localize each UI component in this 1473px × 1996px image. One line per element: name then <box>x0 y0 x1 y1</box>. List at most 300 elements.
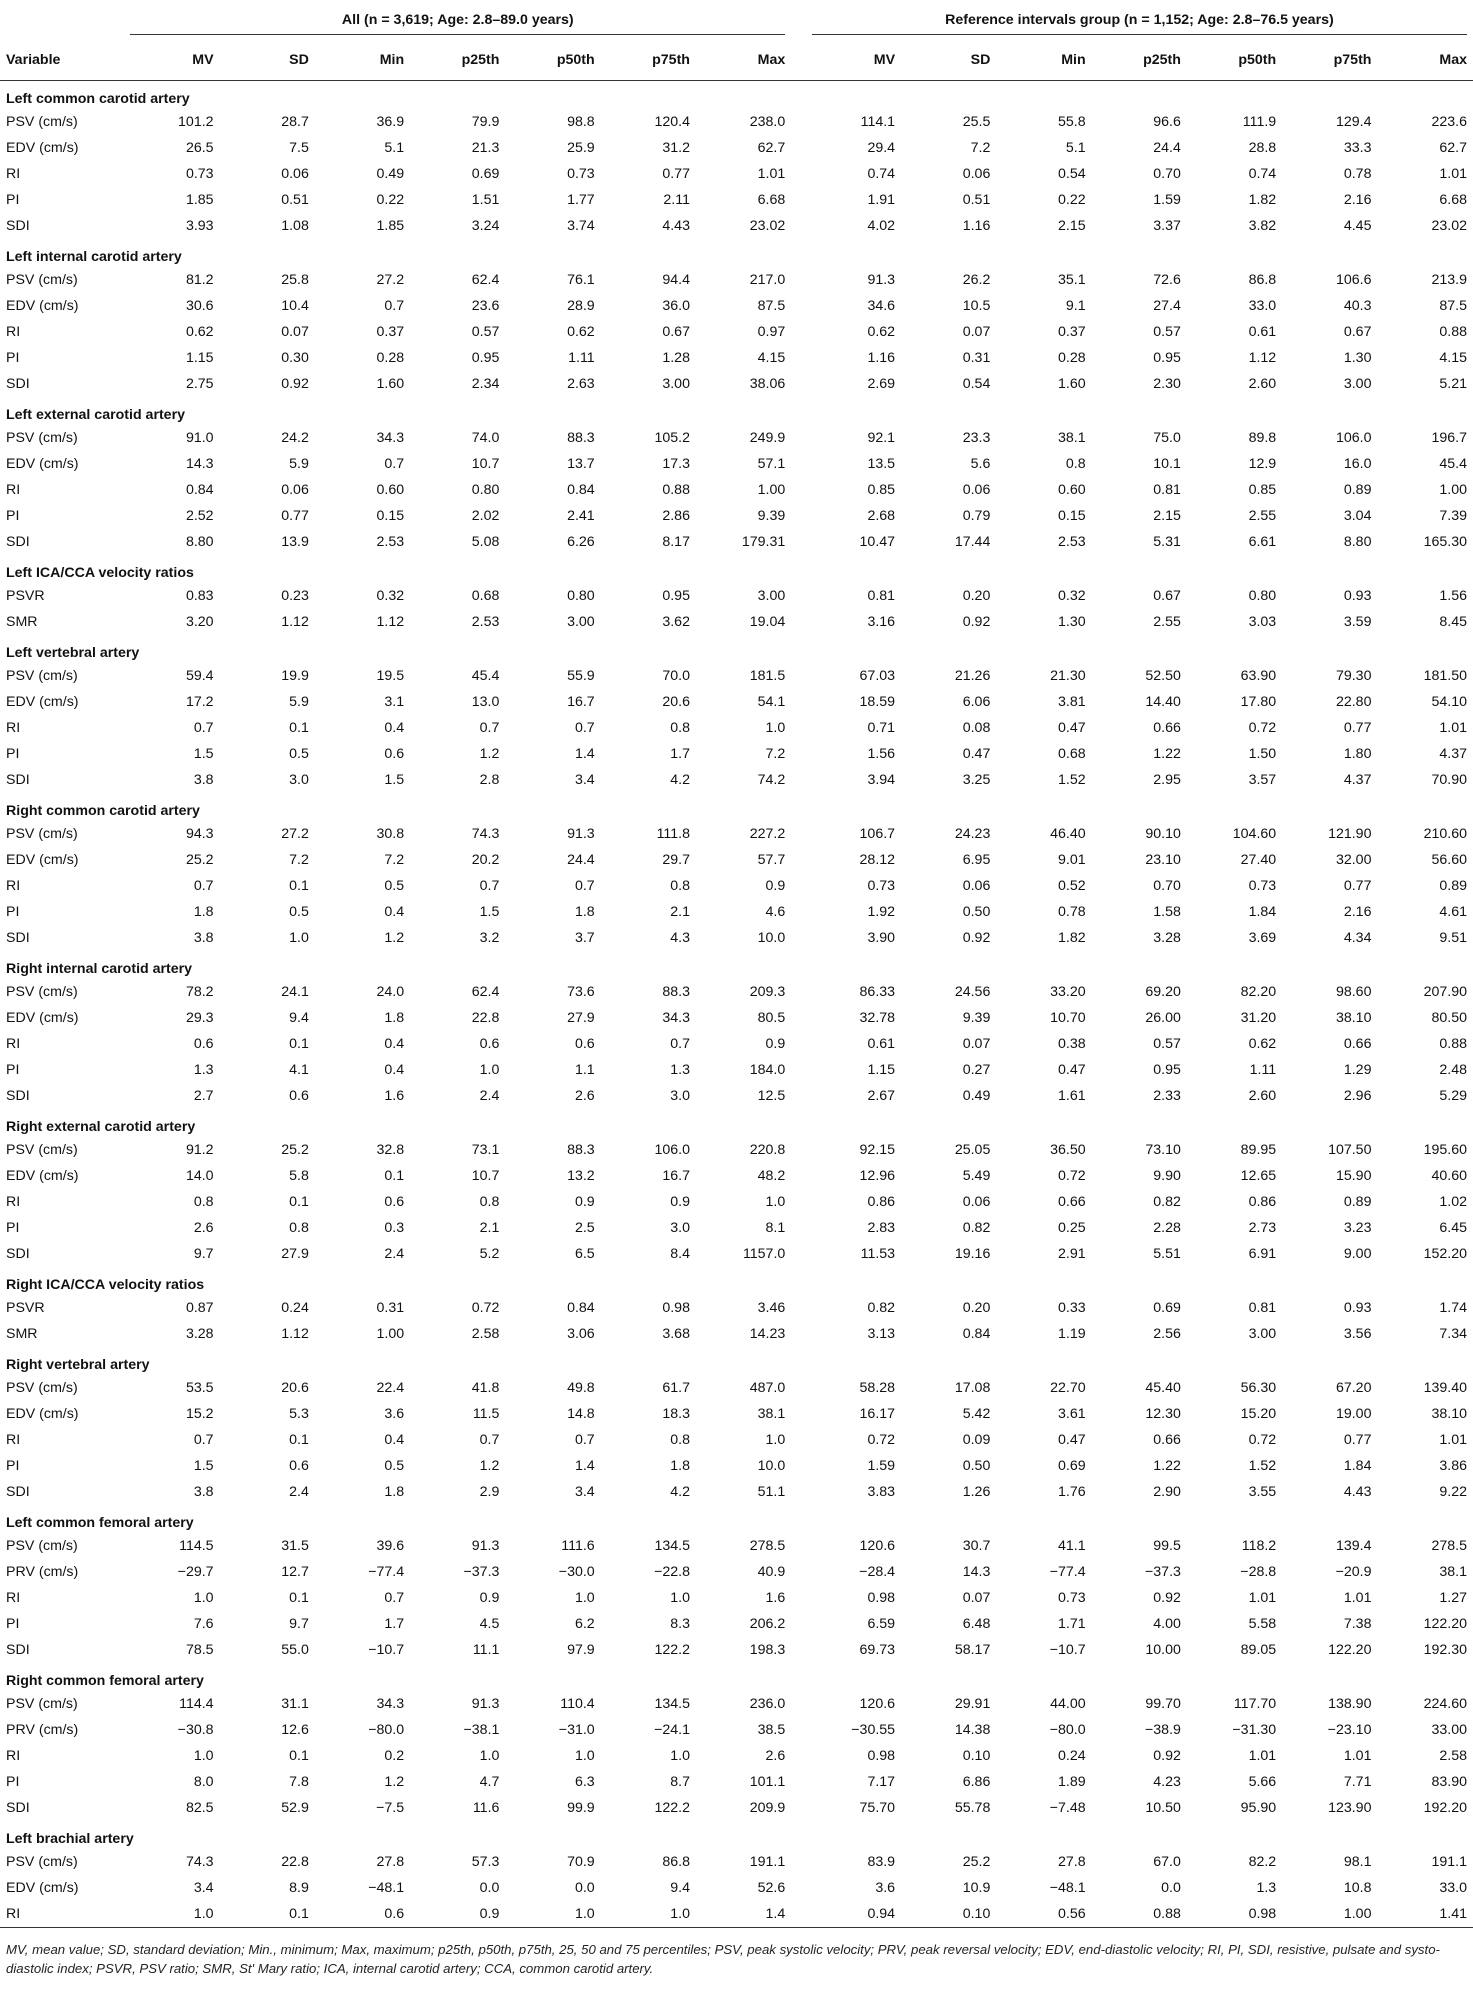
cell-all: 3.00 <box>757 588 786 604</box>
row-label: EDV (cm/s) <box>6 456 79 472</box>
cell-all: 0.0 <box>479 1880 500 1896</box>
cell-reference: 52.50 <box>1145 668 1181 684</box>
cell-reference: 3.81 <box>1058 694 1086 710</box>
cell-reference: 1.60 <box>1058 376 1086 392</box>
cell-reference: 120.6 <box>859 1538 896 1554</box>
cell-reference: 79.30 <box>1335 668 1372 684</box>
cell-reference: 1.22 <box>1153 746 1181 762</box>
cell-reference: 10.50 <box>1145 1800 1181 1816</box>
cell-reference: 0.72 <box>1058 1168 1086 1184</box>
cell-reference: 10.47 <box>859 534 896 550</box>
cell-reference: 26.00 <box>1145 1010 1181 1026</box>
cell-reference: 10.1 <box>1153 456 1181 472</box>
cell-reference: 1.3 <box>1256 1880 1277 1896</box>
row-label: PI <box>6 1616 20 1632</box>
cell-reference: 72.6 <box>1153 272 1181 288</box>
cell-all: 106.0 <box>654 1142 690 1158</box>
cell-reference: 38.1 <box>1439 1564 1467 1580</box>
column-header-all-mv: MV <box>124 40 219 81</box>
cell-all: 24.0 <box>376 984 405 1000</box>
cell-all: 238.0 <box>749 114 786 130</box>
cell-reference: 0.82 <box>867 1300 896 1316</box>
cell-all: 0.5 <box>384 1458 405 1474</box>
cell-all: 1.11 <box>568 350 595 366</box>
cell-all: −48.1 <box>368 1880 405 1896</box>
cell-reference: 14.38 <box>954 1722 991 1738</box>
cell-all: 1.51 <box>471 192 500 208</box>
cell-reference: 0.57 <box>1153 1036 1181 1052</box>
cell-reference: 0.67 <box>1153 588 1181 604</box>
cell-reference: 129.4 <box>1335 114 1372 130</box>
cell-reference: 0.61 <box>867 1036 896 1052</box>
cell-reference: 1.01 <box>1248 1590 1277 1606</box>
cell-reference: 210.60 <box>1423 826 1467 842</box>
cell-reference: 0.98 <box>867 1748 896 1764</box>
cell-all: 9.7 <box>289 1616 309 1632</box>
cell-all: 0.68 <box>471 588 500 604</box>
cell-reference: 1.50 <box>1248 746 1277 762</box>
row-label: EDV (cm/s) <box>6 140 79 156</box>
cell-reference: 29.91 <box>954 1696 991 1712</box>
cell-reference: 0.84 <box>962 1326 991 1342</box>
cell-all: 0.4 <box>384 720 405 736</box>
group-header-all-label: All (n = 3,619; Age: 2.8–89.0 years) <box>130 12 785 35</box>
cell-all: 1.0 <box>193 1748 214 1764</box>
cell-all: 94.4 <box>662 272 690 288</box>
cell-reference: 104.60 <box>1232 826 1277 842</box>
row-label: RI <box>6 720 21 736</box>
cell-all: 22.8 <box>471 1010 500 1026</box>
table-row <box>0 1585 1473 1611</box>
group-header-reference-label: Reference intervals group (n = 1,152; Age: 2.8–76.5 years) <box>812 12 1467 35</box>
cell-reference: 3.6 <box>875 1880 896 1896</box>
cell-reference: 38.10 <box>1335 1010 1372 1026</box>
cell-reference: 1.27 <box>1439 1590 1467 1606</box>
section-title: Left common femoral artery <box>6 1515 194 1531</box>
section-row <box>0 239 1473 267</box>
cell-reference: 2.15 <box>1058 218 1086 234</box>
cell-all: 1.8 <box>384 1010 405 1026</box>
row-label: PSVR <box>6 588 45 604</box>
section-row <box>0 555 1473 583</box>
cell-all: 20.6 <box>662 694 690 710</box>
cell-all: 87.5 <box>757 298 786 314</box>
cell-reference: 6.68 <box>1439 192 1467 208</box>
cell-reference: 0.66 <box>1343 1036 1372 1052</box>
cell-all: −30.8 <box>177 1722 214 1738</box>
table-row <box>0 1427 1473 1453</box>
cell-reference: 0.86 <box>1248 1194 1277 1210</box>
cell-reference: 278.5 <box>1431 1538 1467 1554</box>
cell-all: 13.2 <box>567 1168 595 1184</box>
cell-all: 14.23 <box>749 1326 786 1342</box>
cell-reference: 2.95 <box>1153 772 1181 788</box>
cell-all: 0.1 <box>384 1168 405 1184</box>
cell-reference: 5.29 <box>1439 1088 1467 1104</box>
cell-all: 49.8 <box>567 1380 595 1396</box>
cell-all: 1.0 <box>670 1748 690 1764</box>
cell-all: 5.9 <box>289 694 309 710</box>
cell-all: 0.9 <box>765 1036 786 1052</box>
cell-all: 48.2 <box>757 1168 786 1184</box>
cell-reference: 29.4 <box>867 140 896 156</box>
table-row <box>0 345 1473 371</box>
cell-reference: 83.9 <box>867 1854 896 1870</box>
cell-reference: 1.01 <box>1439 720 1467 736</box>
cell-all: 0.06 <box>281 482 309 498</box>
cell-all: 0.31 <box>376 1300 405 1316</box>
cell-reference: 23.3 <box>962 430 991 446</box>
row-label: SDI <box>6 1246 30 1262</box>
cell-all: 78.2 <box>185 984 214 1000</box>
cell-all: 0.67 <box>662 324 690 340</box>
cell-reference: 192.30 <box>1423 1642 1467 1658</box>
cell-all: 1.8 <box>670 1458 690 1474</box>
table-row <box>0 1453 1473 1479</box>
row-label: RI <box>6 1036 21 1052</box>
column-header-all-p25th: p25th <box>410 40 505 81</box>
cell-all: 0.22 <box>376 192 405 208</box>
cell-all: 2.63 <box>567 376 595 392</box>
cell-all: 0.1 <box>289 1590 309 1606</box>
cell-reference: 27.40 <box>1240 852 1277 868</box>
cell-reference: 67.0 <box>1153 1854 1181 1870</box>
cell-all: 1.4 <box>574 1458 595 1474</box>
cell-reference: 107.50 <box>1328 1142 1372 1158</box>
cell-reference: 0.38 <box>1058 1036 1086 1052</box>
cell-all: 2.6 <box>193 1220 214 1236</box>
cell-reference: 63.90 <box>1240 668 1277 684</box>
row-label: PI <box>6 1458 20 1474</box>
cell-all: 0.8 <box>670 1432 690 1448</box>
cell-reference: 33.00 <box>1431 1722 1467 1738</box>
cell-all: 122.2 <box>654 1800 690 1816</box>
section-title: Left ICA/CCA velocity ratios <box>6 565 194 581</box>
cell-all: 3.0 <box>289 772 309 788</box>
cell-all: 6.2 <box>574 1616 595 1632</box>
table-row <box>0 663 1473 689</box>
column-header-all-min: Min <box>315 40 410 81</box>
cell-all: 3.6 <box>384 1406 405 1422</box>
cell-reference: 1.19 <box>1058 1326 1086 1342</box>
cell-reference: 1.80 <box>1343 746 1372 762</box>
cell-all: −24.1 <box>654 1722 690 1738</box>
cell-all: 0.7 <box>193 1432 214 1448</box>
cell-all: −38.1 <box>463 1722 500 1738</box>
cell-reference: 1.76 <box>1058 1484 1086 1500</box>
cell-reference: 91.3 <box>867 272 896 288</box>
table-row <box>0 1401 1473 1427</box>
cell-reference: 1.26 <box>962 1484 991 1500</box>
table-row <box>0 477 1473 503</box>
cell-all: 236.0 <box>749 1696 786 1712</box>
cell-all: 24.4 <box>567 852 595 868</box>
cell-reference: 21.26 <box>954 668 991 684</box>
cell-reference: 0.88 <box>1439 324 1467 340</box>
cell-all: 0.9 <box>479 1590 500 1606</box>
cell-reference: 9.1 <box>1065 298 1086 314</box>
cell-reference: 25.05 <box>954 1142 991 1158</box>
cell-all: 99.9 <box>567 1800 595 1816</box>
cell-reference: 5.31 <box>1153 534 1181 550</box>
cell-reference: 122.20 <box>1328 1642 1372 1658</box>
table-row <box>0 1717 1473 1743</box>
cell-reference: 67.03 <box>859 668 896 684</box>
cell-reference: 1.82 <box>1058 930 1086 946</box>
cell-all: 74.3 <box>185 1854 214 1870</box>
cell-all: 1.2 <box>384 1774 405 1790</box>
cell-reference: 46.40 <box>1050 826 1086 842</box>
cell-reference: 14.40 <box>1145 694 1181 710</box>
column-header-all-p75th: p75th <box>601 40 696 81</box>
cell-reference: 0.98 <box>1187 1901 1282 1928</box>
cell-reference: 0.82 <box>1153 1194 1181 1210</box>
cell-reference: 1.30 <box>1343 350 1372 366</box>
section-row <box>0 1663 1473 1691</box>
cell-reference: 3.82 <box>1248 218 1277 234</box>
cell-all: 0.97 <box>757 324 786 340</box>
cell-all: 0.62 <box>567 324 595 340</box>
table-row <box>0 583 1473 609</box>
cell-reference: 4.00 <box>1153 1616 1181 1632</box>
cell-all: 27.9 <box>567 1010 595 1026</box>
cell-all: 24.2 <box>281 430 309 446</box>
cell-all: 8.4 <box>670 1246 690 1262</box>
cell-reference: 8.45 <box>1439 614 1467 630</box>
row-label: PSV (cm/s) <box>6 272 78 288</box>
cell-reference: 121.90 <box>1328 826 1372 842</box>
cell-reference: 2.55 <box>1248 508 1277 524</box>
column-header-ref-min: Min <box>996 40 1091 81</box>
cell-all: 0.8 <box>670 878 690 894</box>
cell-reference: 3.94 <box>867 772 896 788</box>
cell-reference: 1.15 <box>867 1062 896 1078</box>
cell-all: 1.6 <box>765 1590 786 1606</box>
cell-reference: 2.69 <box>867 376 896 392</box>
cell-all: 1.15 <box>185 350 214 366</box>
cell-all: 0.7 <box>479 1432 500 1448</box>
cell-all: 487.0 <box>749 1380 786 1396</box>
cell-reference: 24.4 <box>1153 140 1181 156</box>
cell-reference: 5.58 <box>1248 1616 1277 1632</box>
cell-all: 1.00 <box>757 482 786 498</box>
cell-all: 1157.0 <box>742 1246 786 1262</box>
cell-reference: 0.67 <box>1343 324 1372 340</box>
cell-all: 1.00 <box>376 1326 405 1342</box>
cell-reference: 0.28 <box>1058 350 1086 366</box>
cell-reference: 1.74 <box>1439 1300 1467 1316</box>
cell-reference: −37.3 <box>1145 1564 1181 1580</box>
cell-all: 0.9 <box>670 1194 690 1210</box>
cell-all: 198.3 <box>749 1642 786 1658</box>
cell-reference: 3.90 <box>867 930 896 946</box>
cell-all: 18.3 <box>662 1406 690 1422</box>
cell-all: 9.4 <box>670 1880 690 1896</box>
cell-reference: 7.17 <box>867 1774 896 1790</box>
cell-all: 0.9 <box>765 878 786 894</box>
cell-reference: 32.00 <box>1335 852 1372 868</box>
cell-reference: 82.2 <box>1248 1854 1277 1870</box>
cell-all: 14.3 <box>185 456 214 472</box>
cell-all: 1.0 <box>574 1748 595 1764</box>
cell-all: 21.3 <box>471 140 500 156</box>
cell-all: 30.6 <box>185 298 214 314</box>
cell-all: 3.68 <box>662 1326 690 1342</box>
cell-all: 8.1 <box>765 1220 786 1236</box>
column-header-variable: Variable <box>0 40 124 81</box>
cell-all: 10.7 <box>471 1168 500 1184</box>
cell-reference: 2.55 <box>1153 614 1181 630</box>
cell-all: 88.3 <box>567 430 595 446</box>
cell-all: −77.4 <box>368 1564 405 1580</box>
table-row <box>0 425 1473 451</box>
cell-all: 0.8 <box>193 1194 214 1210</box>
cell-all: 94.3 <box>185 826 214 842</box>
cell-all: 0.84 <box>567 1300 595 1316</box>
cell-all: 2.1 <box>670 904 690 920</box>
cell-reference: 56.60 <box>1431 852 1467 868</box>
cell-reference: 4.45 <box>1343 218 1372 234</box>
row-label: SMR <box>6 1326 38 1342</box>
row-label: SDI <box>6 1484 30 1500</box>
cell-reference: 111.9 <box>1242 114 1277 130</box>
cell-reference: 36.50 <box>1050 1142 1086 1158</box>
row-label: EDV (cm/s) <box>6 1880 79 1896</box>
cell-reference: 123.90 <box>1328 1800 1372 1816</box>
cell-reference: 33.20 <box>1050 984 1086 1000</box>
cell-reference: 13.5 <box>867 456 896 472</box>
cell-reference: 2.60 <box>1248 376 1277 392</box>
cell-reference: 1.59 <box>1153 192 1181 208</box>
cell-all: 0.24 <box>281 1300 309 1316</box>
row-label: PI <box>6 904 20 920</box>
cell-reference: 0.10 <box>962 1748 991 1764</box>
cell-reference: 1.89 <box>1058 1774 1086 1790</box>
cell-reference: 6.95 <box>962 852 991 868</box>
section-title: Left vertebral artery <box>6 645 140 661</box>
row-label: SDI <box>6 376 30 392</box>
cell-all: 74.0 <box>471 430 500 446</box>
cell-all: 2.53 <box>471 614 500 630</box>
cell-all: 2.9 <box>479 1484 500 1500</box>
cell-reference: 0.81 <box>1248 1300 1277 1316</box>
cell-all: 7.5 <box>289 140 309 156</box>
cell-reference: 98.60 <box>1335 984 1372 1000</box>
table-row <box>0 979 1473 1005</box>
cell-reference: 16.0 <box>1343 456 1372 472</box>
cell-all: 3.24 <box>471 218 500 234</box>
cell-reference: −38.9 <box>1145 1722 1181 1738</box>
cell-reference: 38.1 <box>1058 430 1086 446</box>
cell-all: 27.2 <box>376 272 405 288</box>
cell-reference: 1.91 <box>867 192 896 208</box>
cell-reference: 191.1 <box>1431 1854 1467 1870</box>
cell-reference: 0.33 <box>1058 1300 1086 1316</box>
cell-all: 8.7 <box>670 1774 690 1790</box>
cell-reference: 0.93 <box>1343 1300 1372 1316</box>
cell-all: 1.1 <box>574 1062 595 1078</box>
cell-all: −80.0 <box>368 1722 405 1738</box>
cell-reference: 86.8 <box>1248 272 1277 288</box>
row-label: EDV (cm/s) <box>6 694 79 710</box>
cell-reference: 4.15 <box>1439 350 1467 366</box>
cell-all: 6.5 <box>574 1246 595 1262</box>
cell-reference: 0.92 <box>1153 1748 1181 1764</box>
row-label: RI <box>6 1194 21 1210</box>
cell-all: 1.5 <box>193 746 214 762</box>
row-label: PI <box>6 1062 20 1078</box>
table-row <box>0 1241 1473 1267</box>
cell-reference: 89.05 <box>1240 1642 1277 1658</box>
row-label: PRV (cm/s) <box>6 1564 79 1580</box>
cell-reference: 2.96 <box>1343 1088 1372 1104</box>
cell-reference: 3.59 <box>1343 614 1372 630</box>
cell-reference: 1.82 <box>1248 192 1277 208</box>
cell-all: 1.2 <box>384 930 405 946</box>
row-label: EDV (cm/s) <box>6 1406 79 1422</box>
cell-all: 40.9 <box>757 1564 786 1580</box>
cell-reference: 3.37 <box>1153 218 1181 234</box>
row-label: PSV (cm/s) <box>6 1854 78 1870</box>
cell-all: 16.7 <box>662 1168 690 1184</box>
cell-all: 1.0 <box>765 1194 786 1210</box>
row-label: RI <box>6 1748 21 1764</box>
cell-reference: 0.77 <box>1343 878 1372 894</box>
cell-all: 2.6 <box>574 1088 595 1104</box>
column-header-all-max: Max <box>696 40 791 81</box>
cell-reference: 0.50 <box>962 904 991 920</box>
cell-all: 1.0 <box>670 1590 690 1606</box>
cell-reference: 1.01 <box>1343 1590 1372 1606</box>
row-label: PSV (cm/s) <box>6 826 78 842</box>
cell-reference: 2.16 <box>1343 904 1372 920</box>
cell-reference: 11.53 <box>860 1246 896 1262</box>
table-row <box>0 1479 1473 1505</box>
cell-reference: 2.30 <box>1153 376 1181 392</box>
cell-all: 1.12 <box>376 614 405 630</box>
cell-reference: 5.1 <box>1065 140 1086 156</box>
cell-all: 0.95 <box>662 588 690 604</box>
cell-all: 74.3 <box>471 826 500 842</box>
cell-reference: 54.10 <box>1431 694 1467 710</box>
cell-all: 101.1 <box>749 1774 786 1790</box>
cell-all: 0.84 <box>185 482 214 498</box>
cell-reference: 9.00 <box>1343 1246 1372 1262</box>
cell-all: 3.46 <box>757 1300 786 1316</box>
cell-reference: 0.47 <box>1058 720 1086 736</box>
cell-all: 0.6 <box>384 1194 405 1210</box>
cell-reference: 7.71 <box>1343 1774 1372 1790</box>
cell-all: 7.2 <box>765 746 786 762</box>
cell-all: 13.0 <box>471 694 500 710</box>
cell-all: 1.60 <box>376 376 405 392</box>
table-row <box>0 1769 1473 1795</box>
cell-reference: 0.47 <box>1058 1432 1086 1448</box>
cell-reference: 0.69 <box>1153 1300 1181 1316</box>
cell-all: 6.68 <box>757 192 786 208</box>
group-header-all <box>124 6 791 40</box>
cell-all: 1.0 <box>193 1590 214 1606</box>
cell-all: 36.0 <box>662 298 690 314</box>
cell-all: 8.3 <box>670 1616 690 1632</box>
table-row <box>0 1691 1473 1717</box>
cell-all: 0.51 <box>281 192 309 208</box>
cell-all: 0.8 <box>289 1220 309 1236</box>
cell-reference: 58.28 <box>859 1380 896 1396</box>
cell-all: 25.8 <box>281 272 309 288</box>
cell-reference: 4.37 <box>1439 746 1467 762</box>
cell-all: 111.8 <box>656 826 690 842</box>
